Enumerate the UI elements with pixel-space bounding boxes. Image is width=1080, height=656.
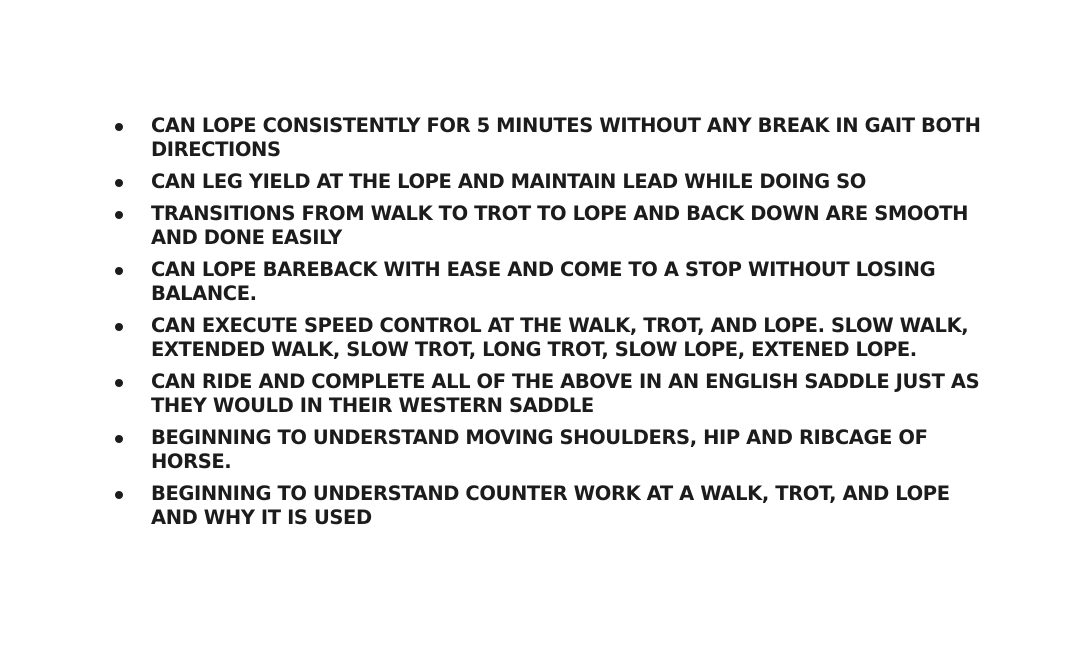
bullet-dot-icon bbox=[115, 123, 123, 131]
skills-bullet-list bbox=[112, 114, 992, 538]
list-item-text: BEGINNING TO UNDERSTAND COUNTER WORK AT A WALK, TROT, AND LOPE AND WHY IT IS USED bbox=[151, 482, 950, 529]
list-item-text: CAN LEG YIELD AT THE LOPE AND MAINTAIN LEAD WHILE DOING SO bbox=[151, 170, 866, 193]
bullet-dot-icon bbox=[115, 491, 123, 499]
list-item-text: CAN RIDE AND COMPLETE ALL OF THE ABOVE IN AN ENGLISH SADDLE JUST AS THEY WOULD IN THEIR WESTERN SADDLE bbox=[151, 370, 980, 417]
list-item bbox=[112, 426, 992, 474]
bullet-dot-icon bbox=[115, 435, 123, 443]
bullet-dot-icon bbox=[115, 379, 123, 387]
bullet-dot-icon bbox=[115, 323, 123, 331]
bullet-dot-icon bbox=[115, 267, 123, 275]
list-item bbox=[112, 170, 992, 194]
list-item-text: CAN LOPE BAREBACK WITH EASE AND COME TO A STOP WITHOUT LOSING BALANCE. bbox=[151, 258, 936, 305]
bullet-dot-icon bbox=[115, 211, 123, 219]
list-item bbox=[112, 114, 992, 162]
list-item bbox=[112, 370, 992, 418]
list-item-text: BEGINNING TO UNDERSTAND MOVING SHOULDERS, HIP AND RIBCAGE OF HORSE. bbox=[151, 426, 928, 473]
list-item bbox=[112, 202, 992, 250]
bullet-dot-icon bbox=[115, 179, 123, 187]
list-item bbox=[112, 314, 992, 362]
list-item-text: CAN EXECUTE SPEED CONTROL AT THE WALK, TROT, AND LOPE. SLOW WALK, EXTENDED WALK, SLOW TROT, LONG TROT, SLOW LOPE, EXTENED LOPE. bbox=[151, 314, 969, 361]
list-item bbox=[112, 258, 992, 306]
list-item bbox=[112, 482, 992, 530]
list-item-text: CAN LOPE CONSISTENTLY FOR 5 MINUTES WITHOUT ANY BREAK IN GAIT BOTH DIRECTIONS bbox=[151, 114, 981, 161]
list-item-text: TRANSITIONS FROM WALK TO TROT TO LOPE AND BACK DOWN ARE SMOOTH AND DONE EASILY bbox=[151, 202, 969, 249]
